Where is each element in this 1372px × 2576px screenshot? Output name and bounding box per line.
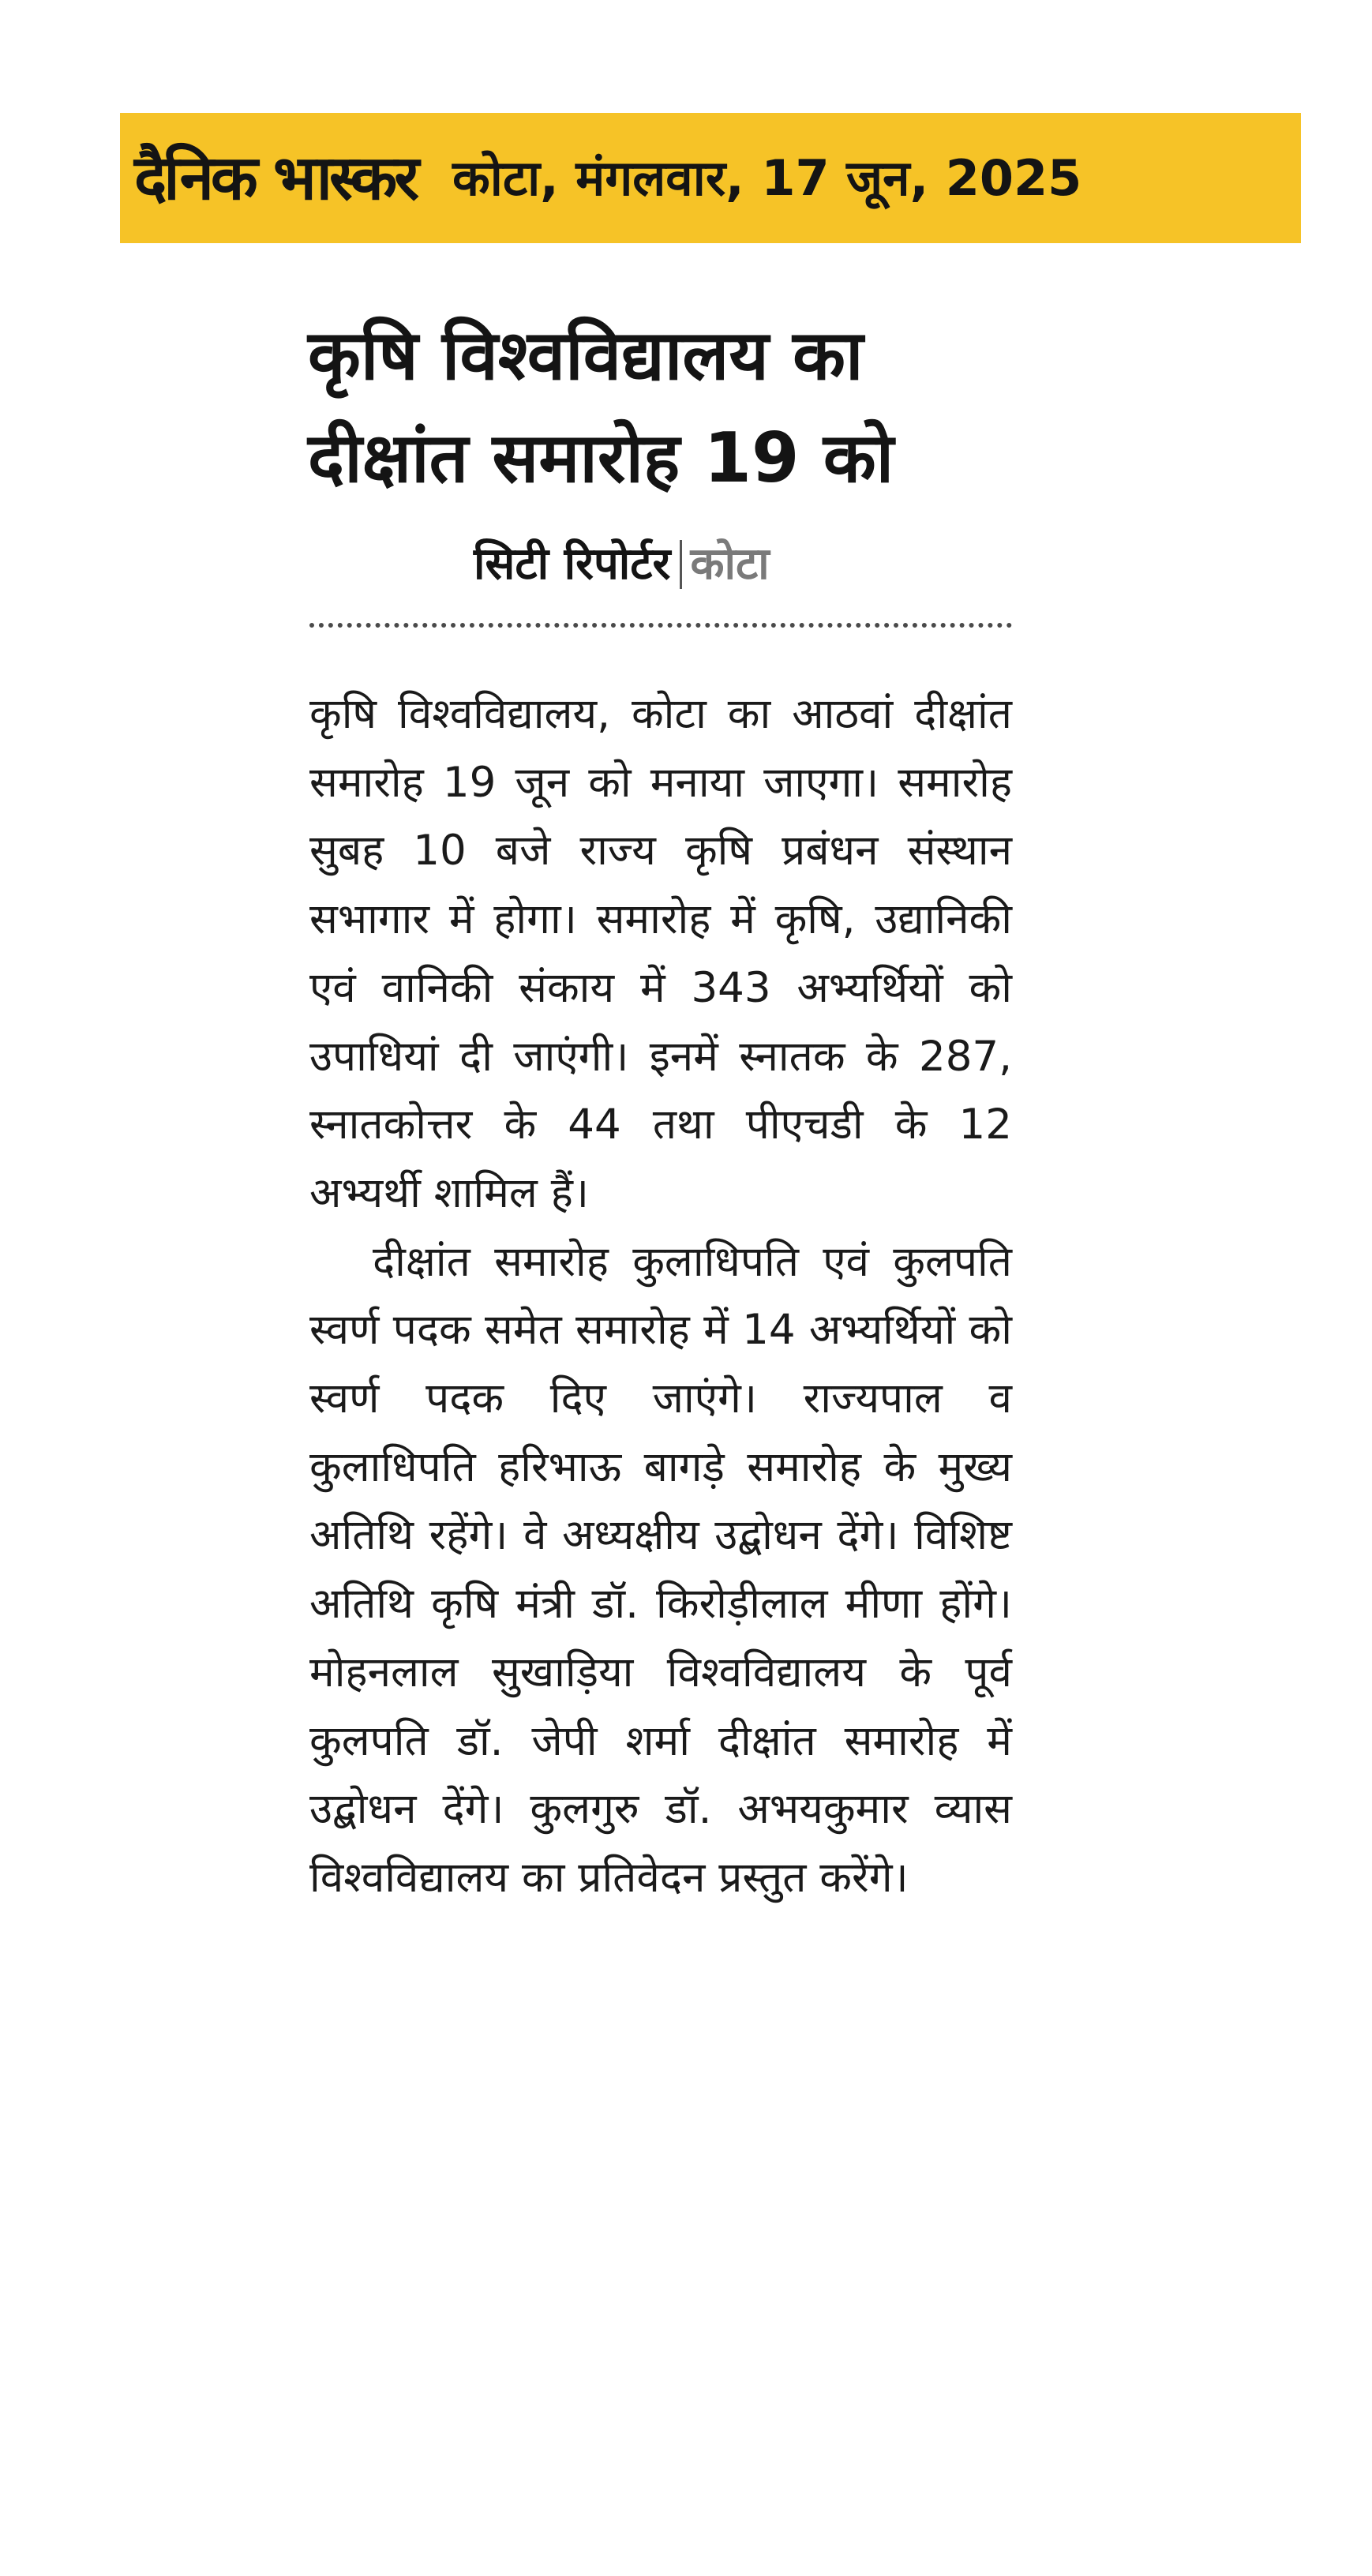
dotted-divider: [309, 623, 1012, 628]
newspaper-logo: दैनिक भास्कर: [134, 142, 417, 214]
article-body: [309, 681, 1012, 1913]
byline-city: कोटा: [690, 538, 770, 590]
article-paragraph-2: दीक्षांत समारोह कुलाधिपति एवं कुलपति स्वर्ण पदक समेत समारोह में 14 अभ्यर्थियों को स्वर्ण पदक दिए जाएंगे। राज्यपाल व कुलाधिपति हरिभाऊ बागड़े समारोह के मुख्य अतिथि रहेंगे। वे अध्यक्षीय उद्बोधन देंगे। विशिष्ट अतिथि कृषि मंत्री डॉ. किरोड़ीलाल मीणा होंगे। मोहनलाल सुखाड़िया विश्वविद्यालय के पूर्व कुलपति डॉ. जेपी शर्मा दीक्षांत समारोह में उद्बोधन देंगे। कुलगुरु डॉ. अभयकुमार व्यास विश्वविद्यालय का प्रतिवेदन प्रस्तुत करेंगे।: [309, 1237, 1012, 1902]
article-paragraph-1: कृषि विश्वविद्यालय, कोटा का आठवां दीक्षांत समारोह 19 जून को मनाया जाएगा। समारोह सुबह 10 बजे राज्य कृषि प्रबंधन संस्थान सभागार में होगा। समारोह में कृषि, उद्यानिकी एवं वानिकी संकाय में 343 अभ्यर्थियों को उपाधियां दी जाएंगी। इनमें स्नातक के 287, स्नातकोत्तर के 44 तथा पीएचडी के 12 अभ्यर्थी शामिल हैं।: [309, 690, 1012, 1217]
article-headline: [308, 304, 1018, 509]
byline-reporter: सिटी रिपोर्टर: [474, 538, 671, 590]
headline-line-2: दीक्षांत समारोह 19 को: [308, 418, 894, 498]
edition-dateline: कोटा, मंगलवार, 17 जून, 2025: [452, 148, 1082, 207]
masthead-banner: [120, 113, 1301, 243]
byline-separator: [680, 540, 682, 589]
byline: [474, 533, 770, 596]
headline-line-1: कृषि विश्वविद्यालय का: [308, 315, 864, 396]
